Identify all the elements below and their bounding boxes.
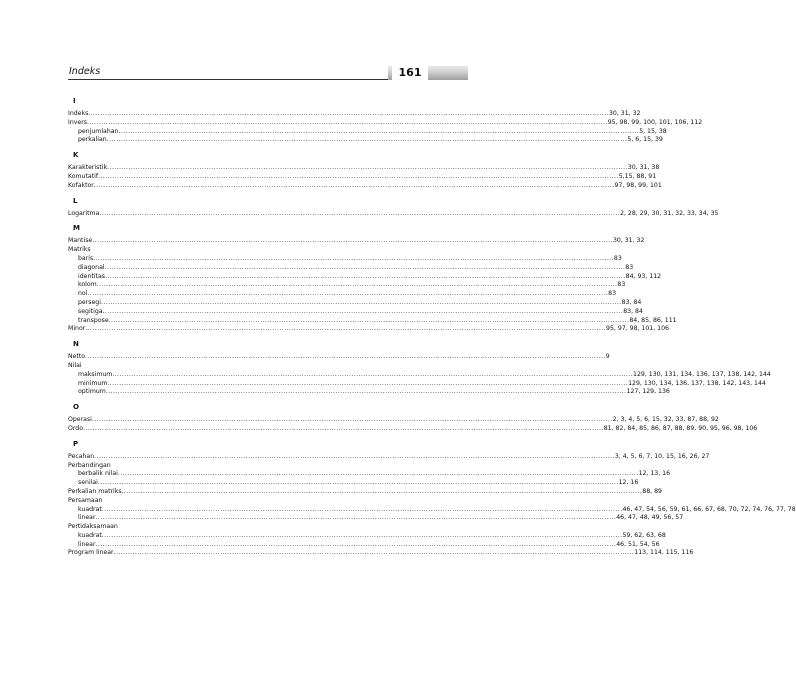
index-subentry [68,307,643,317]
section-letter: K [73,151,79,160]
page-references: 83, 84 [621,298,642,306]
section-letter: I [73,97,76,105]
dot-leader: ............................................................................................................................................................................................................................ [94,452,615,460]
index-term: diagonal [78,263,105,271]
page-references: 30, 31, 32 [609,110,641,117]
index-section [68,339,771,397]
page-references: 84, 85, 86, 111 [629,316,677,324]
index-term: berbalik nilai [78,470,118,478]
dot-leader: ............................................................................................................................................................................................................................ [100,298,622,306]
index-term: Komutatif [68,172,99,180]
dot-leader: ............................................................................................................................................................................................................................ [105,388,627,396]
index-section [68,96,703,145]
dot-leader: ............................................................................................................................................................................................................................ [108,316,630,324]
index-term: Nilai [68,361,82,369]
index-term: optimum [78,388,106,396]
index-term: linear [78,540,96,548]
dot-leader: ............................................................................................................................................................................................................................ [117,470,639,478]
dot-leader: ............................................................................................................................................................................................................................ [107,379,629,387]
header-title: Indeks [69,66,101,77]
index-term: Invers [68,118,87,126]
index-entry [68,462,410,471]
dot-leader: ............................................................................................................................................................................................................................ [93,254,614,262]
section-letter: N [73,340,79,349]
dot-leader: ............................................................................................................................................................................................................................ [91,416,613,424]
page-references: 84, 93, 112 [625,272,662,280]
page-references: 83, 84 [623,307,643,315]
dot-leader: ............................................................................................................................................................................................................................ [97,479,619,487]
index-subentry [68,298,642,308]
page-references: 3, 4, 5, 6, 7, 10, 15, 16, 26, 27 [614,452,710,460]
index-term: baris [78,254,94,262]
page-references: 83 [613,254,622,262]
index-term: kuadrat [78,505,102,513]
index-term: Pertidaksamaan [68,523,118,531]
page-references: 95, 98, 99, 100, 101, 106, 112 [607,118,703,126]
index-term: Logaritma [68,209,100,217]
index-list [68,96,796,558]
page-references: 46, 47, 48, 49, 56, 57 [616,514,684,522]
index-entry [68,523,410,532]
section-letter: P [73,439,79,448]
index-subentry [68,316,677,326]
index-entry [68,362,410,371]
index-entry [68,209,719,219]
dot-leader: ............................................................................................................................................................................................................................ [96,281,618,289]
index-term: Perbandingan [68,461,111,469]
index-entry [68,164,660,173]
dot-leader: ............................................................................................................................................................................................................................ [121,487,643,495]
dot-leader: ............................................................................................................................................................................................................................ [101,505,623,513]
index-term: kuadrat [78,531,102,539]
dot-leader: ............................................................................................................................................................................................................................ [118,127,640,135]
page-references: 88, 89 [642,487,662,495]
dot-leader: ............................................................................................................................................................................................................................ [99,209,621,217]
page-references: 95, 97, 98, 101, 106 [606,325,669,333]
index-term: Kofaktor [68,181,94,189]
page-references: 83 [617,281,626,289]
dot-leader: ............................................................................................................................................................................................................................ [83,424,604,432]
index-term: penjumlahan [78,127,119,135]
section-letter: M [73,224,80,233]
index-entry [68,172,657,182]
index-subentry [68,514,684,523]
page-references: 2, 3, 4, 5, 6, 15, 32, 33, 87, 88, 92 [612,416,719,424]
index-subentry [68,370,771,380]
page-references: 9 [605,353,610,361]
page-references: 129, 130, 131, 134, 136, 137, 138, 142, 144 [633,370,771,378]
index-term: perkalian [78,136,107,144]
dot-leader: ............................................................................................................................................................................................................................ [98,172,619,180]
index-term: Pecahan [68,452,95,460]
page-references: 5, 6, 15, 39 [627,136,663,144]
index-entry [68,246,410,255]
index-term: transpose [78,316,109,324]
index-entry [68,110,641,119]
index-subentry [68,254,622,264]
page-references: 81, 82, 84, 85, 86, 87, 88, 89, 90, 95, 96, 98, 106 [603,424,758,432]
dot-leader: ............................................................................................................................................................................................................................ [88,110,609,117]
dot-leader: ............................................................................................................................................................................................................................ [86,118,608,126]
page-references: 127, 129, 136 [626,388,670,396]
index-subentry [68,470,671,479]
index-term: Operasi [68,416,92,424]
index-entry [68,416,719,425]
index-term: Matriks [68,246,91,254]
index-subentry [68,505,796,515]
index-subentry [68,290,617,299]
index-term: Program linear [68,549,114,557]
dot-leader: ............................................................................................................................................................................................................................ [92,237,613,245]
index-subentry [68,531,666,541]
page-references: 46, 47, 54, 56, 59, 61, 66, 67, 68, 70, 72, 74, 76, 77, 78 [622,505,796,513]
dot-leader: ............................................................................................................................................................................................................................ [101,531,623,539]
page-references: 113, 114, 115, 116 [634,549,694,557]
page-references: 30, 31, 38 [627,164,660,172]
index-subentry [68,263,634,273]
index-term: Karakteristik [68,164,108,172]
index-term: Indeks [68,110,89,117]
page-references: 30, 31, 32 [612,237,645,245]
index-entry [68,237,645,246]
index-subentry [68,272,662,282]
index-subentry [68,281,626,290]
page-references: 46, 51, 54, 56 [616,540,660,548]
dot-leader: ............................................................................................................................................................................................................................ [85,325,607,333]
dot-leader: ............................................................................................................................................................................................................................ [87,290,609,298]
dot-leader: ............................................................................................................................................................................................................................ [113,549,635,557]
page-references: 12, 13, 16 [638,470,671,478]
page-references: 97, 98, 99, 101 [614,181,662,189]
index-entry [68,118,703,128]
index-subentry [68,479,639,488]
index-subentry [68,136,663,145]
index-entry [68,549,694,558]
index-term: persegi [78,298,101,306]
index-term: Ordo [68,424,84,432]
dot-leader: ............................................................................................................................................................................................................................ [85,353,606,361]
page-references: 129, 130, 134, 136, 137, 138, 142, 143, 144 [628,379,766,387]
index-section [68,223,677,334]
index-entry [68,497,410,506]
dot-leader: ............................................................................................................................................................................................................................ [95,514,617,522]
dot-leader: ............................................................................................................................................................................................................................ [112,370,634,378]
dot-leader: ............................................................................................................................................................................................................................ [107,164,628,172]
index-subentry [68,127,667,137]
index-term: Mantise [68,237,93,245]
section-letter: L [73,196,78,205]
index-entry [68,325,669,334]
page-references: 5, 15, 38 [639,127,667,135]
index-subentry [68,388,670,397]
page-references: 83 [625,263,634,271]
section-letter: O [73,403,79,412]
index-term: identitas [78,272,105,280]
index-section [68,196,719,219]
index-term: maksimum [78,370,113,378]
page-references: 59, 62, 63, 68 [622,531,666,539]
index-entry [68,452,710,462]
page-references: 5,15, 88, 91 [618,172,657,180]
page-references: 2, 28, 29, 30, 31, 32, 33, 34, 35 [620,209,719,217]
index-entry [68,353,610,362]
index-term: segitiga [78,307,103,315]
dot-leader: ............................................................................................................................................................................................................................ [93,181,615,189]
index-section [68,439,796,559]
index-term: kolom [78,281,97,289]
page-number: 161 [392,66,428,80]
index-entry [68,181,662,191]
index-section [68,402,758,434]
dot-leader: ............................................................................................................................................................................................................................ [102,307,624,315]
dot-leader: ............................................................................................................................................................................................................................ [95,540,617,548]
page-references: 12, 16 [618,479,639,487]
index-term: Netto [68,353,86,361]
page-references: 83 [608,290,617,298]
index-term: Minor [68,325,86,333]
index-term: Perkalian matriks [68,487,122,495]
index-subentry [68,540,660,550]
index-term: nol [78,290,88,298]
index-term: linear [78,514,96,522]
index-section [68,150,662,190]
dot-leader: ............................................................................................................................................................................................................................ [104,272,626,280]
index-term: senilai [78,479,98,487]
dot-leader: ............................................................................................................................................................................................................................ [104,263,626,271]
index-entry [68,487,662,497]
index-term: Persamaan [68,496,103,504]
index-subentry [68,379,766,389]
index-term: minimum [78,379,108,387]
index-entry [68,424,758,434]
dot-leader: ............................................................................................................................................................................................................................ [106,136,628,144]
header-rule [68,79,388,80]
